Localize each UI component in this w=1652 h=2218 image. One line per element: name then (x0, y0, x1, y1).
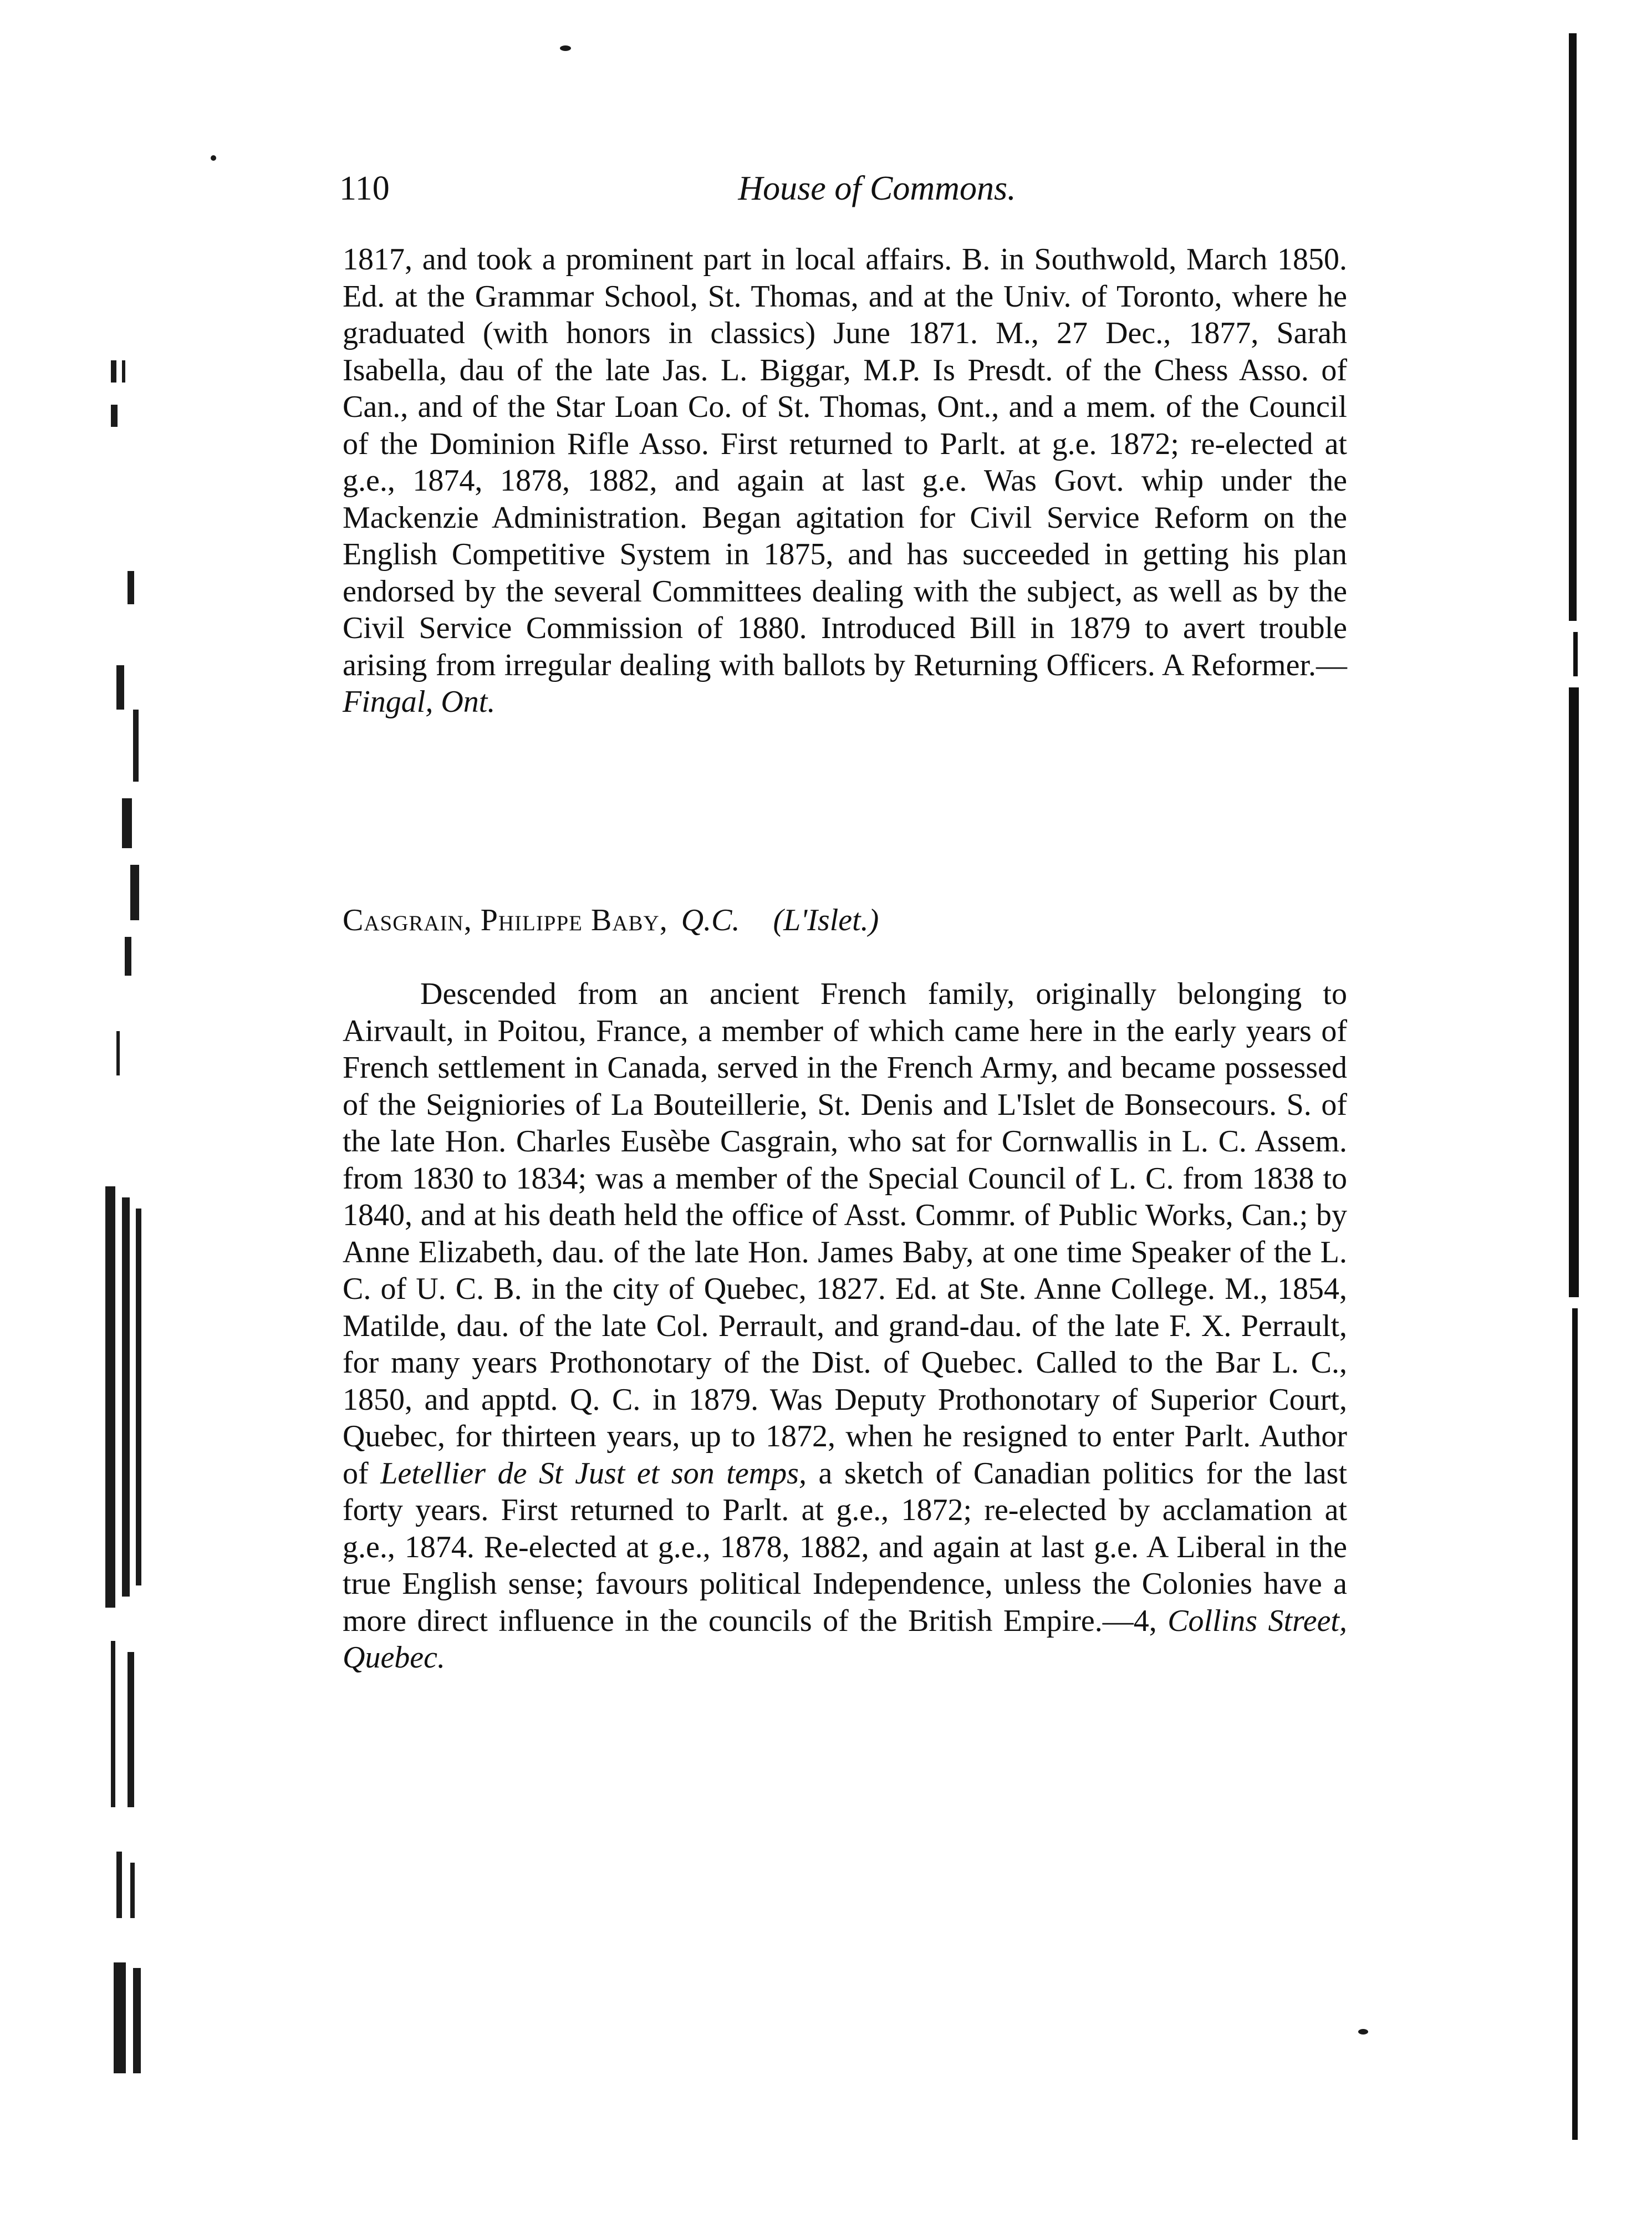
entry-body: Descended from an ancient French family, originally belonging to Airvault, in Poitou, France, a member of which came here in the early years of French settlement in Canada, served in the French Army, and became possessed of the Seigniories of La Bouteillerie, St. Denis and L'Islet de Bonsecours. S. of the late Hon. Charles Eusèbe Casgrain, who sat for Cornwallis in L. C. Assem. from 1830 to 1834; was a member of the Special Council of L. C. from 1838 to 1840, and at his death held the office of Asst. Commr. of Public Works, Can.; by Anne Elizabeth, dau. of the late Hon. James Baby, at one time Speaker of the L. C. of U. C. B. in the city of Quebec, 1827. Ed. at Ste. Anne College. M., 1854, Matilde, dau. of the late Col. Perrault, and grand-dau. of the late F. X. Perrault, for many years Prothonotary of the Dist. of Quebec. Called to the Bar L. C., 1850, and apptd. Q. C. in 1879. Was Deputy Prothonotary of Superior Court, Quebec, for thirteen years, up to 1872, when he resigned to enter Parlt. Author of (343, 977, 1347, 1491)
entry-body-continued: a sketch of Canadian politics for the last forty years. First returned to Parlt. at g.e., 1872; re-elected by acclamation at g.e., 1874. Re-elected at g.e., 1878, 1882, and again at last g.e. A Liberal in the true English sense; favours political Independence, unless the Colonies have a more direct influence in the councils of the British Empire.—4, (343, 1456, 1348, 1638)
page-edge (1569, 33, 1585, 2206)
binding-shadow (100, 310, 150, 2079)
scan-speck (1358, 2029, 1368, 2035)
member-name: Casgrain, Philippe Baby, (343, 903, 668, 937)
scan-speck (211, 155, 216, 161)
entry-heading (343, 901, 1347, 940)
entry-address: Fingal, Ont. (343, 685, 496, 719)
page-number: 110 (339, 170, 390, 207)
book-title: Letellier de St Just et son temps, (380, 1456, 807, 1491)
entry-body: 1817, and took a prominent part in local affairs. B. in Southwold, March 1850. Ed. at the Grammar School, St. Thomas, and at the Univ. of Toronto, where he graduated (with honors in classics) June 1871. M., 27 Dec., 1877, Sarah Isabella, dau of the late Jas. L. Biggar, M.P. Is Presdt. of the Chess Asso. of Can., and of the Star Loan Co. of St. Thomas, Ont., and a mem. of the Council of the Dominion Rifle Asso. First returned to Parlt. at g.e. 1872; re-elected at g.e., 1874, 1878, 1882, and again at last g.e. Was Govt. whip under the Mackenzie Administration. Began agitation for Civil Service Reform on the English Competitive System in 1875, and has succeeded in getting his plan endorsed by the several Committees dealing with the subject, as well as by the Civil Service Commission of 1880. Introduced Bill in 1879 to avert trouble arising from irregular dealing with ballots by Returning Officers. A Reformer.— (343, 242, 1347, 682)
running-head (339, 166, 1354, 211)
running-title: House of Commons. (738, 170, 1016, 207)
member-title-suffix: Q.C. (681, 903, 740, 937)
entry-address: Collins Street, Quebec. (343, 1603, 1347, 1675)
entry-paragraph (343, 241, 1347, 721)
entry-biography (343, 976, 1347, 1676)
entry-paragraph (343, 976, 1347, 1676)
member-constituency: (L'Islet.) (773, 903, 879, 937)
entry-continued (343, 241, 1347, 721)
scan-speck (560, 45, 571, 51)
